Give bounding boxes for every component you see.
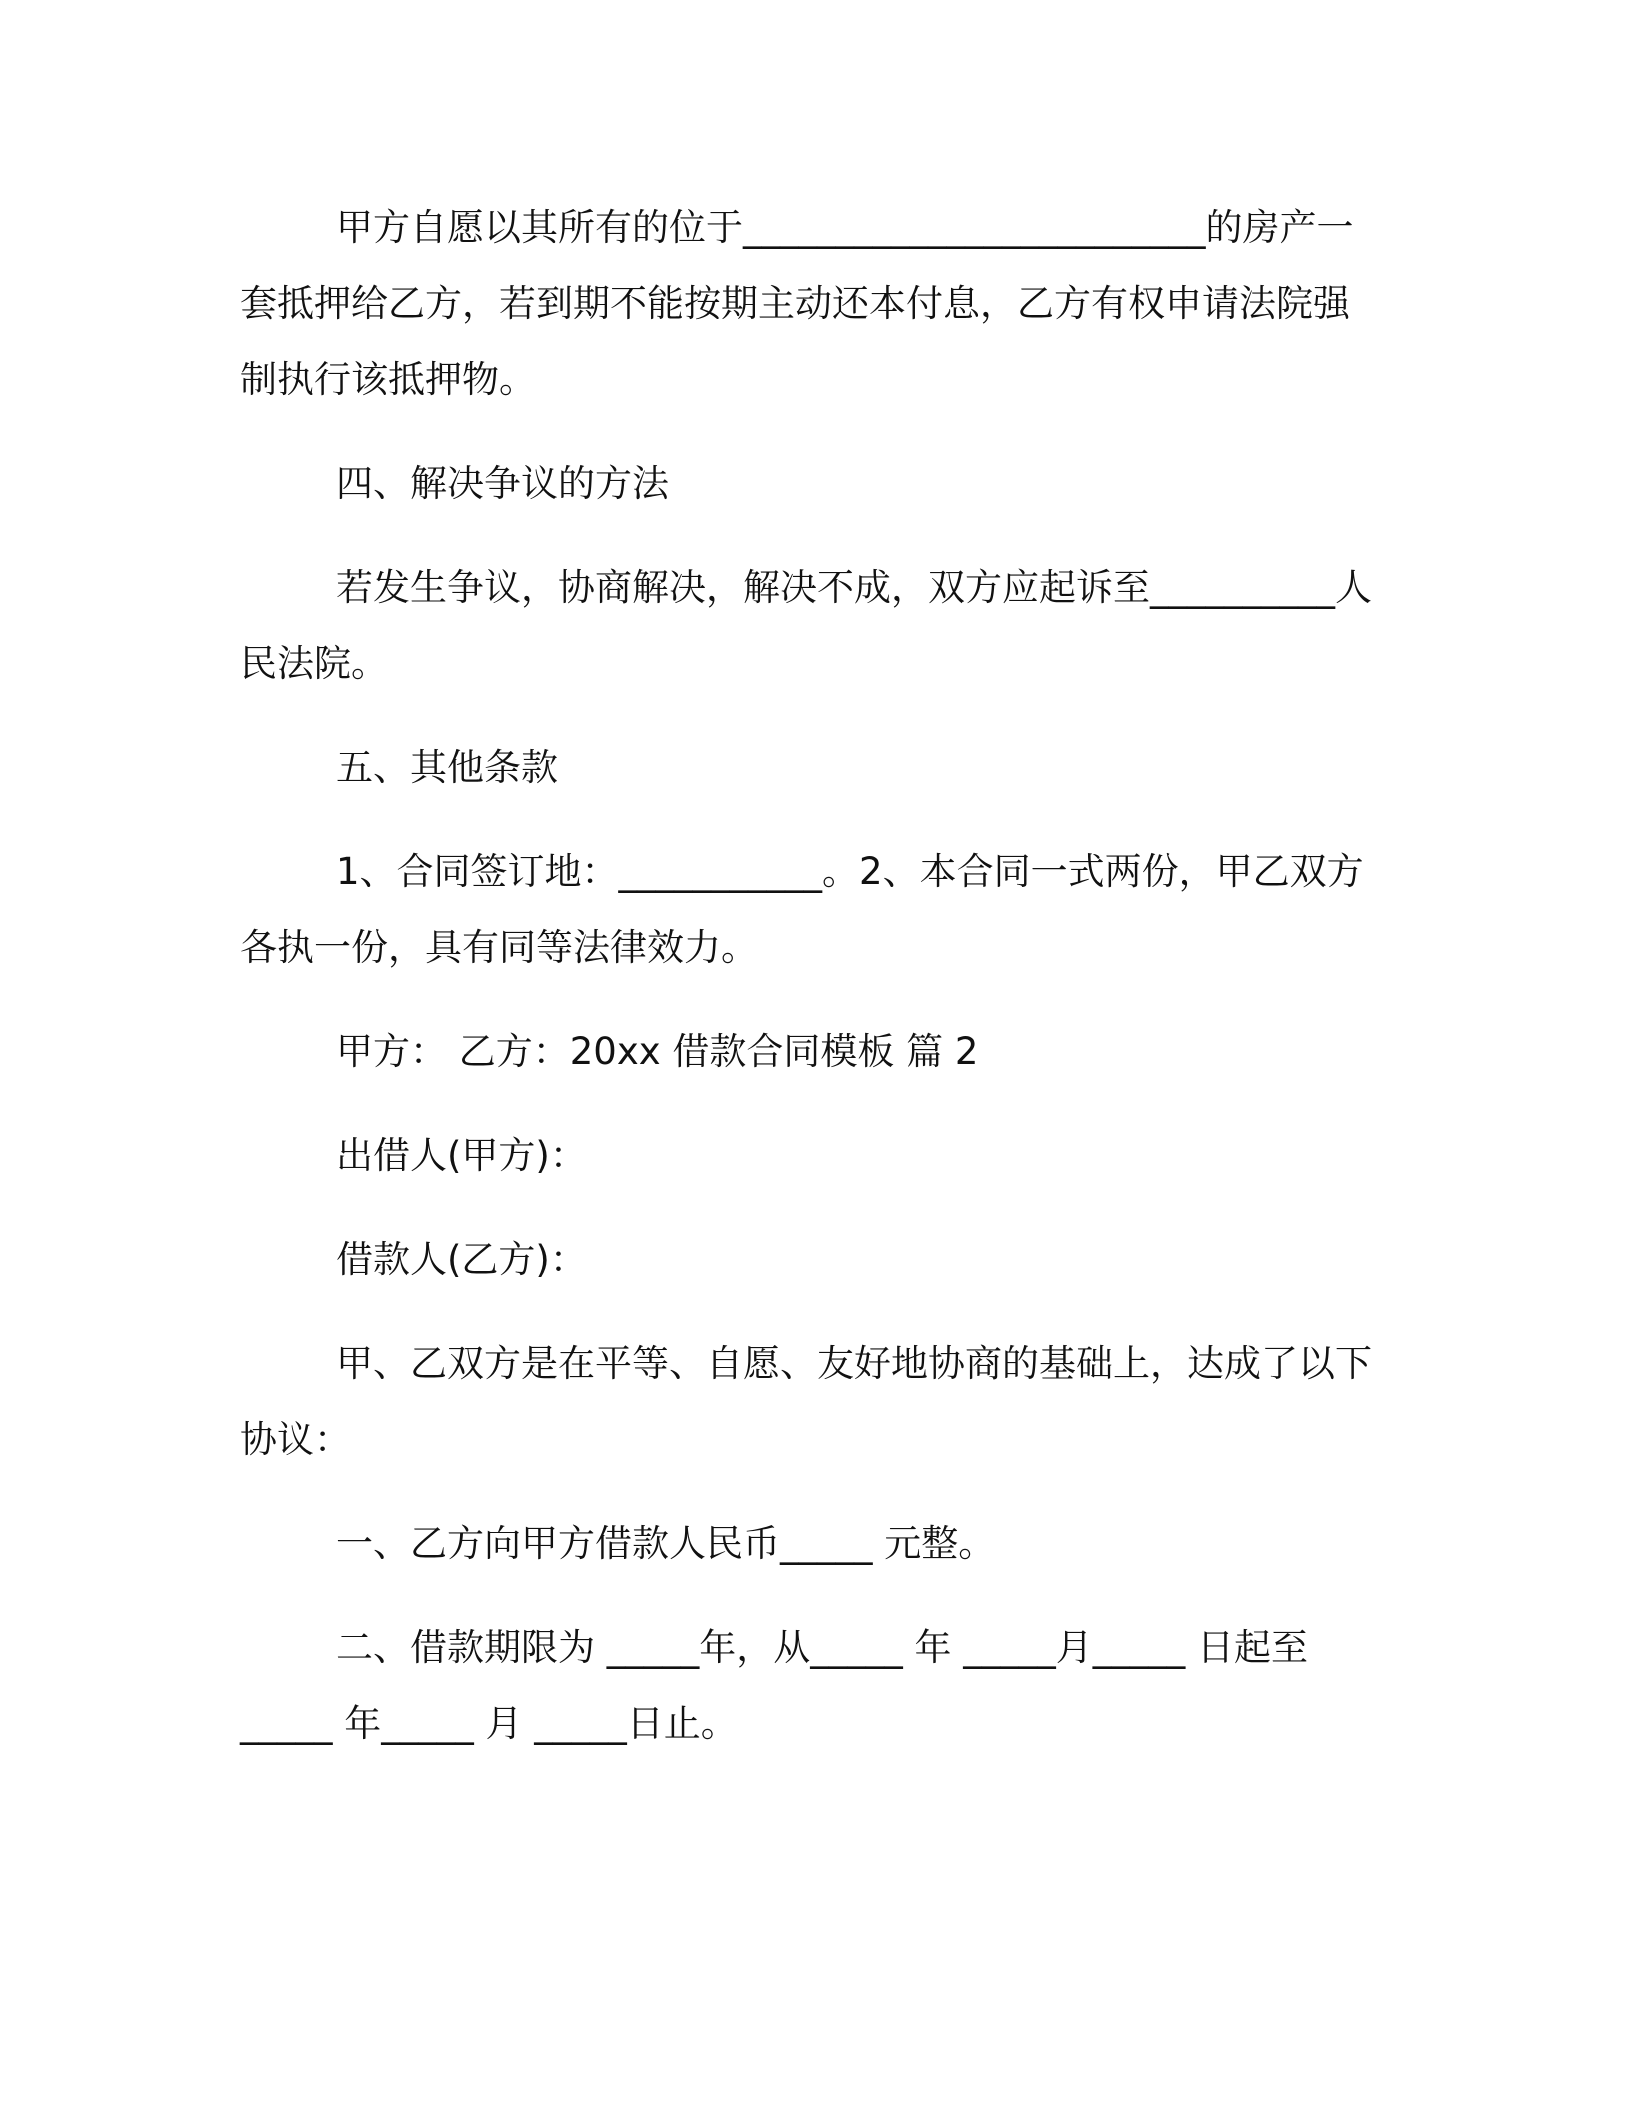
paragraph-spacer: [240, 1090, 1380, 1118]
agreement-intro-paragraph: 甲、乙双方是在平等、自愿、友好地协商的基础上，达成了以下协议：: [240, 1342, 1372, 1461]
paragraph-spacer: [240, 1478, 1380, 1506]
section-heading-other-terms: 五、其他条款: [336, 746, 558, 789]
section-heading-dispute-resolution: 四、解决争议的方法: [336, 462, 669, 505]
paragraph-spacer: [240, 806, 1380, 834]
lender-line: 出借人(甲方)：: [336, 1134, 587, 1177]
paragraph-spacer: [240, 522, 1380, 550]
parties-and-template-title-line: 甲方： 乙方：20xx 借款合同模板 篇 2: [336, 1030, 979, 1073]
other-terms-paragraph: 1、合同签订地：___________。2、本合同一式两份，甲乙双方各执一份，具有同等法律效力。: [240, 850, 1364, 969]
mortgage-clause-paragraph: 甲方自愿以其所有的位于_________________________的房产一套抵押给乙方，若到期不能按期主动还本付息，乙方有权申请法院强制执行该抵押物。: [240, 206, 1354, 401]
paragraph-spacer: [240, 1194, 1380, 1222]
loan-term-clause: 二、借款期限为 _____年，从_____ 年 _____月_____ 日起至_____ 年_____ 月 _____日止。: [240, 1626, 1309, 1745]
loan-amount-clause: 一、乙方向甲方借款人民币_____ 元整。: [336, 1522, 996, 1565]
paragraph-spacer: [240, 702, 1380, 730]
document-body: [240, 190, 1380, 1762]
borrower-line: 借款人(乙方)：: [336, 1238, 587, 1281]
dispute-clause-paragraph: 若发生争议，协商解决，解决不成，双方应起诉至__________人民法院。: [240, 566, 1372, 685]
paragraph-spacer: [240, 1298, 1380, 1326]
paragraph-spacer: [240, 418, 1380, 446]
paragraph-spacer: [240, 986, 1380, 1014]
paragraph-spacer: [240, 1582, 1380, 1610]
